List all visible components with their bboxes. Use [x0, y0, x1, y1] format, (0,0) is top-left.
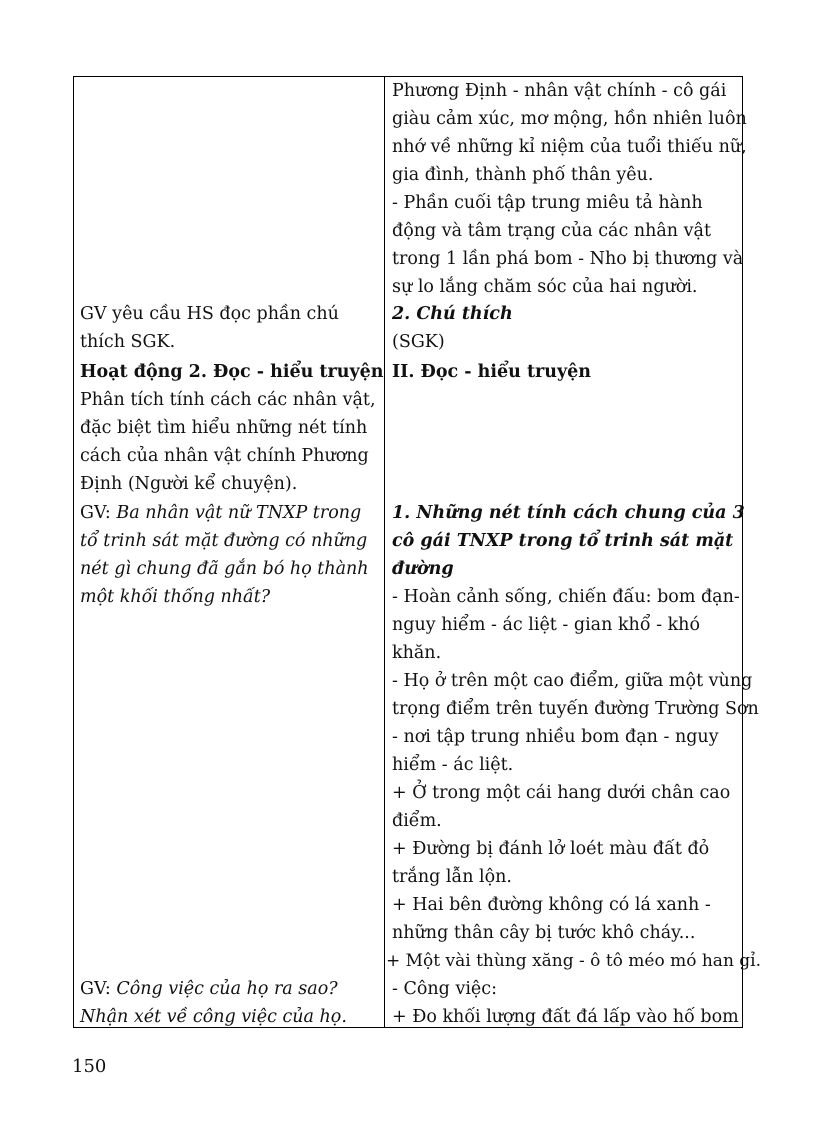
- activity-line: đặc biệt tìm hiểu những nét tính: [80, 418, 368, 438]
- chu-thich-heading: 2. Chú thích: [392, 304, 513, 324]
- activity-heading: Hoạt động 2. Đọc - hiểu truyện: [80, 362, 384, 382]
- lesson-table: [73, 76, 762, 1028]
- gv-instruction-line: GV yêu cầu HS đọc phần chú: [80, 304, 339, 324]
- body-line: trọng điểm trên tuyến đường Trường Sơn: [392, 699, 759, 719]
- body-line: - Hoàn cảnh sống, chiến đấu: bom đạn-: [392, 587, 740, 607]
- body-line: khăn.: [392, 643, 442, 663]
- section-heading: II. Đọc - hiểu truyện: [392, 362, 592, 382]
- body-line: những thân cây bị tước khô cháy...: [392, 923, 696, 943]
- body-line: + Đo khối lượng đất đá lấp vào hố bom: [392, 1007, 739, 1027]
- body-line: + Ở trong một cái hang dưới chân cao: [392, 783, 731, 803]
- body-line: trắng lẫn lộn.: [392, 867, 512, 887]
- question-text: Ba nhân vật nữ TNXP trong: [116, 503, 362, 523]
- question-1-line: nét gì chung đã gắn bó họ thành: [80, 559, 369, 579]
- body-line: - Họ ở trên một cao điểm, giữa một vùng: [392, 671, 753, 691]
- body-line: + Đường bị đánh lở loét màu đất đỏ: [392, 839, 710, 859]
- activity-line: cách của nhân vật chính Phương: [80, 446, 369, 466]
- body-line: - nơi tập trung nhiều bom đạn - nguy: [392, 727, 719, 747]
- question-1-line: một khối thống nhất?: [80, 587, 271, 607]
- question-text: Công việc của họ ra sao?: [116, 979, 338, 999]
- intro-line: Phương Định - nhân vật chính - cô gái: [392, 81, 727, 101]
- activity-line: Phân tích tính cách các nhân vật,: [80, 390, 376, 410]
- page-number: 150: [72, 1056, 107, 1077]
- question-2-line: [80, 975, 338, 1003]
- body-line: - Công việc:: [392, 979, 497, 999]
- subsection-heading: 1. Những nét tính cách chung của 3: [392, 503, 745, 523]
- content-column: [385, 77, 762, 1027]
- body-line: + Một vài thùng xăng - ô tô méo mó han gỉ.: [386, 951, 762, 971]
- subsection-heading: cô gái TNXP trong tổ trinh sát mặt: [392, 531, 734, 551]
- question-1-line: tổ trinh sát mặt đường có những: [80, 531, 368, 551]
- teacher-activity-column: [74, 77, 384, 1027]
- subsection-heading: đường: [392, 559, 454, 579]
- chu-thich-text: (SGK): [392, 332, 445, 352]
- intro-line: sự lo lắng chăm sóc của hai người.: [392, 277, 698, 297]
- gv-instruction-line: thích SGK.: [80, 332, 176, 352]
- intro-line: - Phần cuối tập trung miêu tả hành: [392, 193, 703, 213]
- body-line: + Hai bên đường không có lá xanh -: [392, 895, 711, 915]
- intro-line: trong 1 lần phá bom - Nho bị thương và: [392, 249, 744, 269]
- intro-line: gia đình, thành phố thân yêu.: [392, 165, 654, 185]
- question-2-line: Nhận xét về công việc của họ.: [80, 1007, 347, 1027]
- intro-line: nhớ về những kỉ niệm của tuổi thiếu nữ,: [392, 137, 747, 157]
- question-label: GV:: [80, 503, 111, 523]
- question-label: GV:: [80, 979, 111, 999]
- activity-line: Định (Người kể chuyện).: [80, 474, 298, 494]
- question-1-line: [80, 499, 361, 527]
- intro-line: giàu cảm xúc, mơ mộng, hồn nhiên luôn: [392, 109, 747, 129]
- body-line: nguy hiểm - ác liệt - gian khổ - khó: [392, 615, 700, 635]
- body-line: hiểm - ác liệt.: [392, 755, 514, 775]
- intro-line: động và tâm trạng của các nhân vật: [392, 221, 711, 241]
- body-line: điểm.: [392, 811, 442, 831]
